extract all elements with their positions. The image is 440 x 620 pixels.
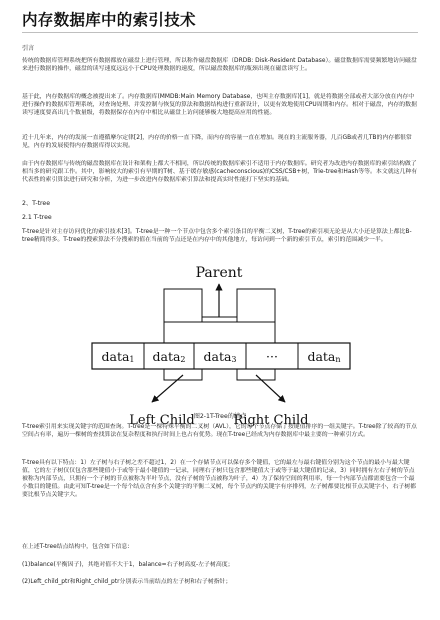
intro-heading: 引言	[22, 45, 35, 52]
document-title: 内存数据库中的索引技术	[22, 11, 196, 29]
data-cell-3: data3	[203, 349, 237, 364]
parent-label: Parent	[195, 265, 243, 281]
left-pointer-box	[164, 289, 202, 322]
section-heading-2: 2、T-tree	[22, 200, 51, 207]
paragraph-5: T-tree是针对主存访问优化的索引技术[3]。T-tree是一种一个节点中包含多个索引条目的平衡二叉树，T-tree的索引项无论是从大小还是算法上都比B-tree精简得多。T-tree的搜索算法不分搜索的值在当前的节点还是在内存中的其他地方，每访问到一个新的索引节点，索引的范围减少一半。	[22, 229, 412, 243]
right-child-label: Right Child	[233, 413, 309, 428]
data-cell-ellipsis: ···	[266, 349, 278, 364]
node-data-row	[92, 343, 350, 369]
paragraph-1: 传统的数据库管理系统把所有数据都放在磁盘上进行管理，所以称作磁盘数据库（DRDB: Disk-Resident Database）。磁盘数据库需要频繁地访问磁盘来进行数据的操作，磁盘的读写速度远远小于CPU处理数据的速度，所以磁盘数据库的瓶颈出现在磁盘读写上。	[22, 58, 417, 72]
left-child-arrow	[152, 375, 183, 402]
title-divider	[22, 32, 418, 33]
parent-pointer-box	[202, 317, 237, 322]
paragraph-6: T-tree索引用来实现关键字的范围查询。T-tree是一棵特殊平衡的二叉树（AVL），它的每个节点存储了按键值排序的一组关键字。T-tree除了较高的节点空间占有率，遍历一棵树的查找算法在复杂程度和执行时间上也占有优势。现在T-tree已经成为内存数据库中最主要的一种索引方式。	[22, 424, 417, 438]
paragraph-7: T-tree具有以下特点：1）左子树与右子树之差不超过1，2）在一个存储节点可以保存多个键值，它的最左与最右键值分别为这个节点的最小与最大键值，它的左子树仅仅包含那些键值小于或等于最小键值的一记录，同理右子树只包含那些键值大于或等于最大键值的记录，3）同时拥有左右子树的节点被称为内部节点，只拥有一个子树的节点被称为半叶节点，没有子树的节点被称为叶子，4）为了保持空间的利用率，每一个内部节点都需要包含一个最小数目的键值。由此可知T-tree是一个每个结点含有多个关键字的平衡二叉树，每个节点内的关键字有序排列，左子树都要比根节点关键字小，右子树都要比根节点关键字大。	[22, 460, 417, 498]
paragraph-3: 近十几年来，内存的发展一直遵循摩尔定律[2]，内存的价格一直下降，而内存的容量一直在增加。现在的主流服务器，几百GB或者几TB的内存都很常见，内存的发展使得内存数据库得以实现。	[22, 135, 412, 149]
left-child-label: Left Child	[129, 413, 195, 428]
left-child-pointer-box	[164, 369, 202, 380]
paragraph-9: (1)balance(平衡因子)，其绝对值不大于1，balance=右子树高度-左子树高度；	[22, 562, 234, 568]
right-pointer-box	[237, 289, 275, 322]
right-child-arrow	[256, 375, 285, 402]
paragraph-2: 基于此，内存数据库的概念被提出来了。内存数据库(MMDB:Main Memory Database，也叫主存数据库)[1]，就是将数据全部或者大部分放在内存中进行操作的数据库管理系统，对查询处理、并发控制与恢复的算法和数据结构进行重新设计，以更有效地使用CPU周期和内存。相对于磁盘，内存的数据读写速度要高出几个数量级，将数据保存在内存中相比从磁盘上访问能够极大地提高应用的性能。	[22, 94, 417, 116]
paragraph-4: 由于内存数据库与传统的磁盘数据库在设计和架构上都大不相同，所以传统的数据库索引不适用于内存数据库。研究者为改进内存数据库的索引结构做了相当多的研究跟工作。其中，影响较大的索引有早期的T树、基于缓存敏感(cacheconscious)的CSS/CSB+树，Trie-tree和Hash等等。本文就这几种有代表性的索引算法进行研究和分析，为进一步改进内存数据库索引算法和提高实时性能打下坚实的基础。	[22, 161, 418, 183]
right-child-pointer-box	[237, 369, 275, 380]
paragraph-10: (2)Left_child_ptr和Right_child_ptr分别表示当前结点的左子树和右子树指针；	[22, 579, 232, 585]
data-cell-1: data1	[101, 349, 135, 364]
data-cell-2: data2	[152, 349, 186, 364]
section-heading-2-1: 2.1 T-tree	[22, 214, 52, 221]
data-cell-n: datan	[307, 349, 341, 364]
figure-caption: 图2-1T-Tree的结点	[193, 413, 247, 420]
paragraph-8: 在上述T-tree结点结构中，包含如下信息:	[22, 544, 130, 550]
